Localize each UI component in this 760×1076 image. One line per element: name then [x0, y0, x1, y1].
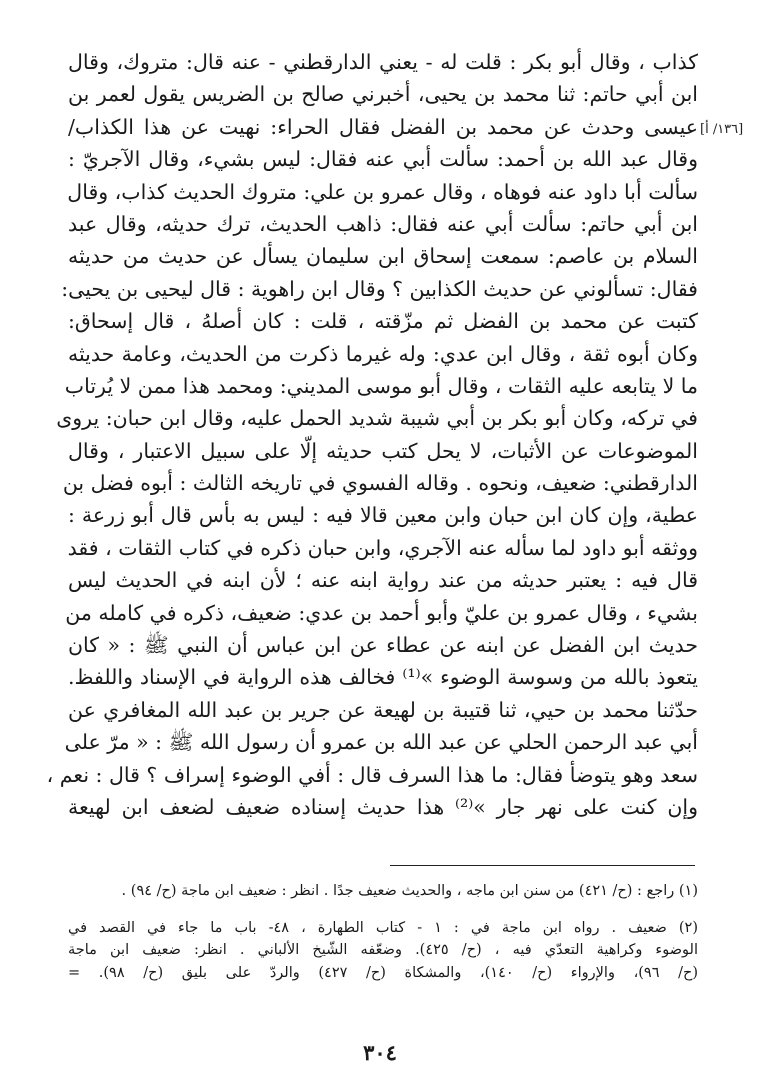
margin-manuscript-reference: [١٣٦/ أ]	[700, 122, 744, 137]
body-line: فقال: تسألوني عن حديث الكذابين ؟ وقال ابن راهوية : قال ليحيى بن يحيى:	[61, 276, 698, 301]
body-line: في تركه، وكان أبو بكر بن أبي شيبة شديد الحمل عليه، وقال ابن حبان: يروى	[56, 406, 698, 431]
body-line: ما لا يتابعه عليه الثقات ، وقال أبو موسى المديني: ومحمد هذا ممن لا يُرتاب	[64, 373, 698, 398]
page-number: ٣٠٤	[363, 1040, 397, 1065]
footnote-line: (٢) ضعيف . رواه ابن ماجة في : ١ - كتاب الطهارة ، ٤٨- باب ما جاء في القصد في	[68, 919, 699, 936]
body-line: كذاب ، وقال أبو بكر : قلت له - يعني الدارقطني - عنه قال: متروك، وقال	[68, 50, 698, 74]
body-line: وإن كنت على نهر جار »⁽²⁾ هذا حديث إسناده ضعيف لضعف ابن لهيعة	[68, 794, 698, 819]
body-line: سعد وهو يتوضأ فقال: ما هذا السرف قال : أفي الوضوء إسراف ؟ قال : نعم ،	[46, 762, 698, 787]
body-line: وكان أبوه ثقة ، وقال ابن عدي: وله غيرما ذكرت من الحديث، وعامة حديثه	[68, 341, 698, 366]
body-line: وقال عبد الله بن أحمد: سألت أبي عنه فقال: ليس بشيء، وقال الآجريّ :	[68, 147, 698, 172]
body-line: حديث ابن الفضل عن ابنه عن عطاء عن ابن عباس أن النبي ﷺ : « كان	[68, 633, 698, 658]
body-line: سألت أبا داود عنه فوهاه ، وقال عمرو بن علي: متروك الحديث كذاب، وقال	[67, 179, 698, 204]
footnotes-block	[68, 880, 698, 984]
main-text-block	[46, 46, 698, 823]
body-line: حدّثنا محمد بن حيي، ثنا قتيبة بن لهيعة عن جرير بن عبد الله المغافري عن	[68, 697, 698, 722]
body-line: السلام بن عاصم: سمعت إسحاق ابن سليمان يسأل عن حديث من حديثه	[68, 244, 698, 269]
body-line: ابن أبي حاتم: سألت أبي عنه فقال: ذاهب الحديث، ترك حديثه، وقال عبد	[68, 211, 698, 236]
footnote-line: (ح/ ٩٦)، والإرواء (ح/ ١٤٠)، والمشكاة (ح/ ٤٢٧) والردّ على بليق (ح/ ٩٨). =	[68, 964, 699, 981]
body-line: يتعوذ بالله من وسوسة الوضوء »⁽¹⁾ فخالف هذه الرواية في الإسناد واللفظ.	[68, 665, 698, 690]
body-line: كتبت عن محمد بن الفضل ثم مزّقته ، قلت : كان أصلهُ ، قال إسحاق:	[68, 309, 698, 334]
footnote-gap	[68, 903, 698, 917]
body-line: قال فيه : يعتبر حديثه من عند رواية ابنه عنه ؛ لأن ابنه في الحديث ليس	[68, 568, 698, 593]
body-line: ابن أبي حاتم: ثنا محمد بن يحيى، أخبرني صالح بن الضريس يقول لعمر بن	[68, 82, 698, 107]
footnote-line: (١) راجع : (ح/ ٤٢١) من سنن ابن ماجه ، والحديث ضعيف جدًا . انظر : ضعيف ابن ماجة (ح/ ٩٤) .	[121, 883, 698, 899]
body-line: الموضوعات عن الأثبات، لا يحل كتب حديثه إلّا على سبيل الاعتبار ، وقال	[68, 438, 698, 463]
body-line: الدارقطني: ضعيف، ونحوه . وقاله الفسوي في تاريخه الثالث : أبوه فضل بن	[62, 471, 698, 496]
footnote-2	[68, 917, 698, 985]
footnote-separator	[390, 865, 695, 866]
footnote-line: الوضوء وكراهية التعدّي فيه ، (ح/ ٤٢٥). وضعّفه الشّيخ الألباني . انظر: ضعيف ابن ماجة	[68, 942, 698, 958]
footnote-1	[68, 880, 698, 903]
body-line: عطية، وإن كان ابن حبان وابن معين قالا فيه : ليس به بأس قال أبو زرعة :	[68, 503, 698, 528]
body-line: عيسى وحدث عن محمد بن الفضل فقال الحراء: نهيت عن هذا الكذاب/	[68, 114, 698, 139]
body-line: بشيء ، وقال عمرو بن عليّ وأبو أحمد بن عدي: ضعيف، ذكره في كامله من	[65, 600, 698, 625]
body-line: أبي عبد الرحمن الحلي عن عبد الله بن عمرو أن رسول الله ﷺ : « مرّ على	[64, 730, 698, 755]
body-line: ووثقه أبو داود لما سأله عنه الآجري، وابن حبان ذكره في كتاب الثقات ، فقد	[67, 535, 698, 560]
